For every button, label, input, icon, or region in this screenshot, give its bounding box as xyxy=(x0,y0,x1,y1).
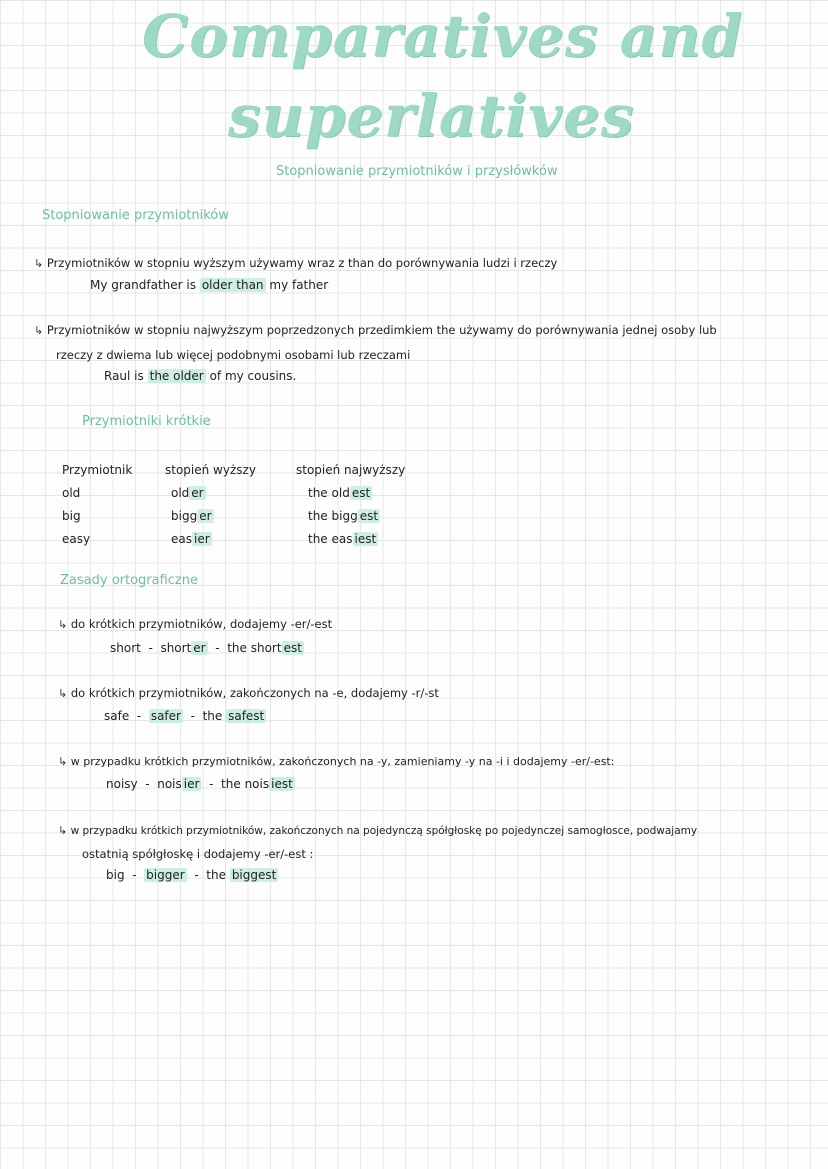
rule-1-example xyxy=(90,278,328,292)
spelling-rule-3-example: noisy - nois ier - the nois iest xyxy=(106,777,293,791)
base-form: big xyxy=(62,508,81,523)
example-text: Raul is xyxy=(104,369,144,383)
rule-1 xyxy=(34,256,557,270)
base-form: easy xyxy=(62,531,91,546)
section-heading: Stopniowanie przymiotników xyxy=(42,208,229,223)
table-header-row xyxy=(58,458,448,481)
subtitle: Stopniowanie przymiotników i przysłówków xyxy=(276,164,558,179)
spelling-rule-1 xyxy=(58,617,332,631)
example-text: my father xyxy=(269,278,329,292)
spelling-rule-2-example: safe - safer - the safest xyxy=(104,709,265,723)
spelling-rule-4 xyxy=(58,824,697,837)
title-line-2: superlatives xyxy=(228,82,635,150)
short-adjectives-heading: Przymiotniki krótkie xyxy=(82,414,211,429)
example-text: of my cousins. xyxy=(209,369,297,383)
spelling-rule-2 xyxy=(58,686,439,700)
superlative-form: the old est xyxy=(308,485,371,500)
rule-text: w przypadku krótkich przymiotników, zakończonych na pojedynczą spółgłoskę po pojedynczej samogłosce, podwajamy xyxy=(70,825,698,837)
title-line-1: Comparatives and xyxy=(142,2,744,70)
table-row xyxy=(58,527,448,550)
rule-2-example xyxy=(104,369,296,383)
spelling-rules-heading: Zasady ortograficzne xyxy=(60,573,198,588)
spelling-rule-1-example: short - short er - the short est xyxy=(110,641,302,655)
bullet-arrow-icon: ↳ xyxy=(34,324,44,337)
rule-1-text: Przymiotników w stopniu wyższym używamy wraz z than do porównywania ludzi i rzeczy xyxy=(46,256,558,270)
comparative-form: eas ier xyxy=(171,531,210,546)
superlative-form: the bigg est xyxy=(308,508,379,523)
column-header: stopień wyższy xyxy=(165,462,256,477)
base-form: old xyxy=(62,485,81,500)
bullet-arrow-icon: ↳ xyxy=(58,755,68,768)
bullet-arrow-icon: ↳ xyxy=(34,257,44,270)
column-header: stopień najwyższy xyxy=(296,462,406,477)
rule-2-line-1: Przymiotników w stopniu najwyższym poprzedzonych przedimkiem the używamy do porównywania jednej osoby lub xyxy=(46,323,717,337)
rule-text: do krótkich przymiotników, zakończonych na -e, dodajemy -r/-st xyxy=(70,686,439,700)
table-row xyxy=(58,481,448,504)
rule-text: do krótkich przymiotników, dodajemy -er/-est xyxy=(70,617,333,631)
spelling-rule-4-example: big - bigger - the biggest xyxy=(106,868,277,882)
adjective-table xyxy=(58,458,448,550)
comparative-form: old er xyxy=(171,485,204,500)
rule-text: w przypadku krótkich przymiotników, zakończonych na -y, zamieniamy -y na -i i dodajemy -er/-est: xyxy=(70,755,615,768)
rule-2 xyxy=(34,323,717,337)
example-text: My grandfather is xyxy=(90,278,197,292)
bullet-arrow-icon: ↳ xyxy=(58,824,68,837)
spelling-rule-3 xyxy=(58,755,614,768)
column-header: Przymiotnik xyxy=(62,462,133,477)
superlative-form: the eas iest xyxy=(308,531,377,546)
table-row xyxy=(58,504,448,527)
bullet-arrow-icon: ↳ xyxy=(58,618,68,631)
example-highlight: the older xyxy=(149,369,204,383)
comparative-form: bigg er xyxy=(171,508,212,523)
example-highlight: older than xyxy=(201,278,264,292)
spelling-rule-4-line-2: ostatnią spółgłoskę i dodajemy -er/-est : xyxy=(82,847,314,861)
rule-2-line-2: rzeczy z dwiema lub więcej podobnymi osobami lub rzeczami xyxy=(56,348,411,362)
bullet-arrow-icon: ↳ xyxy=(58,687,68,700)
